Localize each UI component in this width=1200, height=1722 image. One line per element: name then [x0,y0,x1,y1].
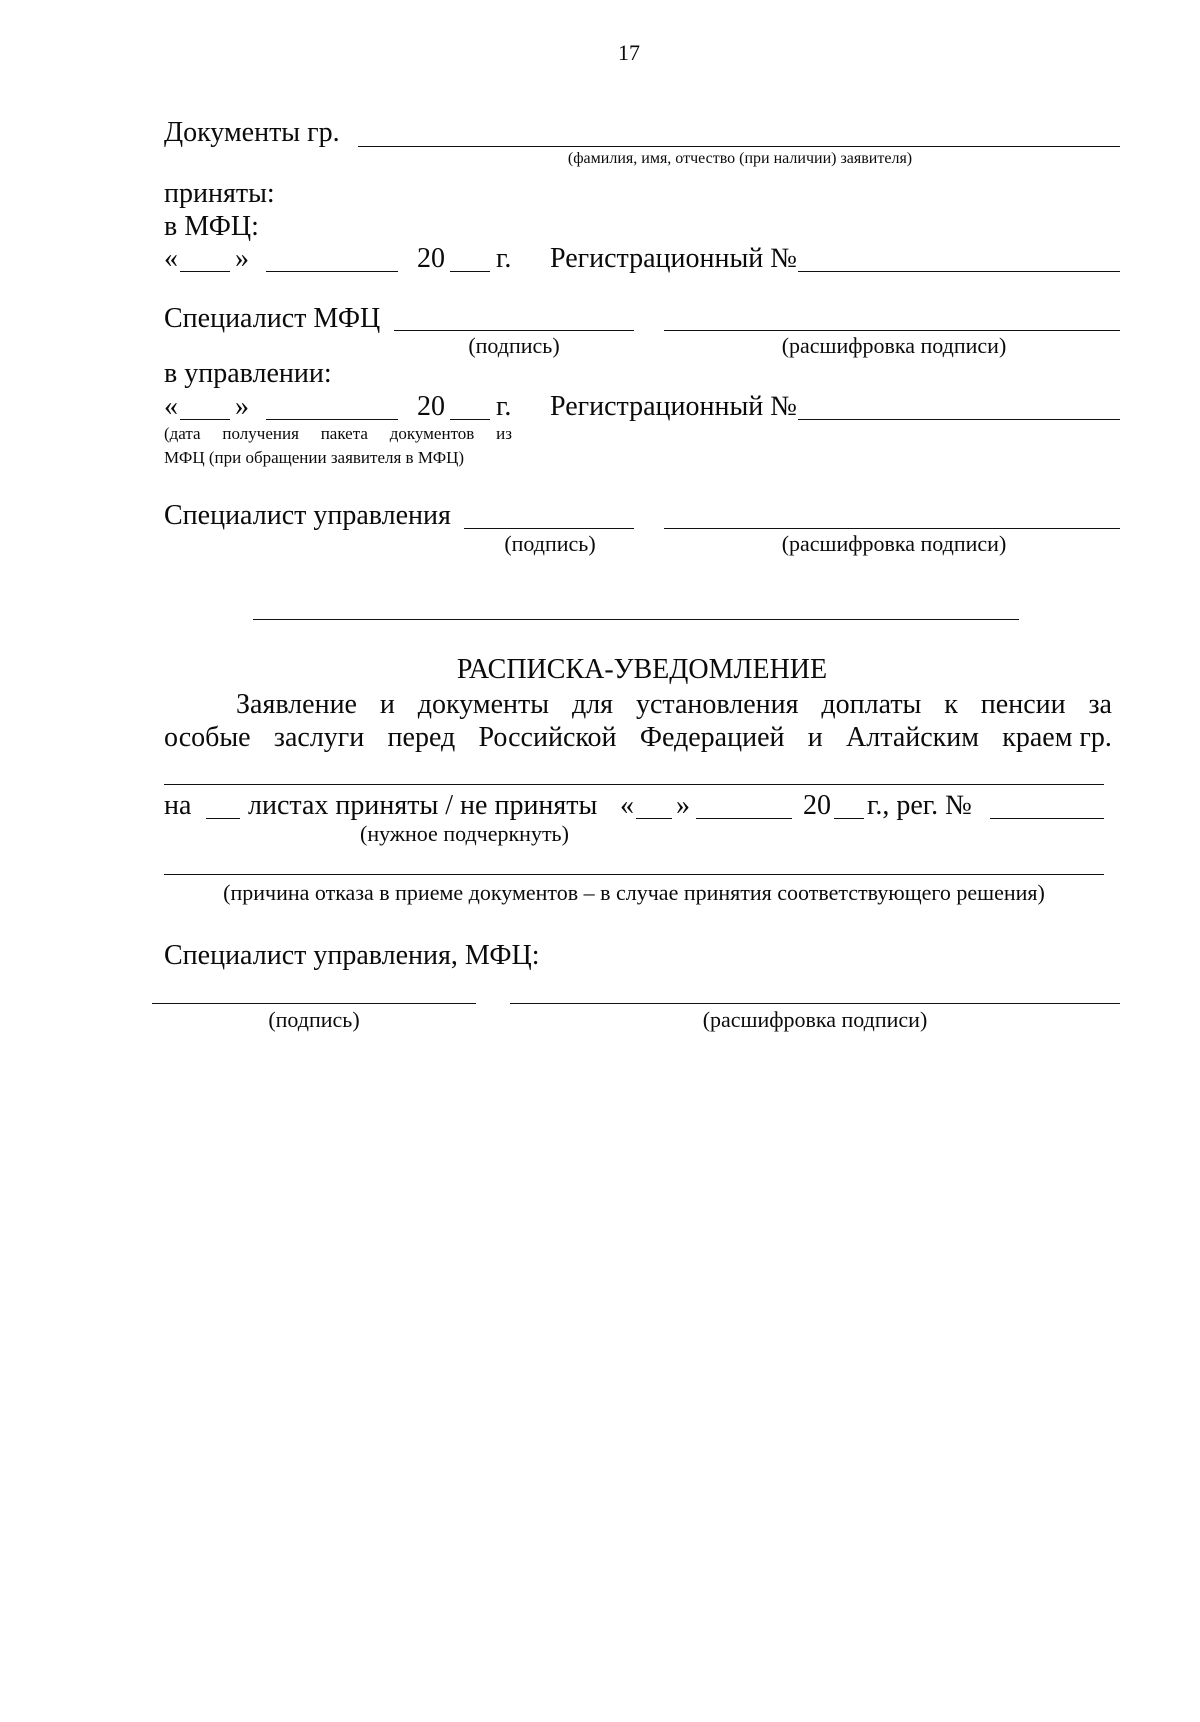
accepted-label: приняты: [164,178,275,209]
date-close-quote: » [235,243,249,274]
receipt-date-open-quote: « [620,790,634,821]
applicant-name-caption: (фамилия, имя, отчество (при наличии) заявителя) [567,150,913,167]
admin-month-field[interactable] [266,419,398,420]
receipt-day-field[interactable] [636,818,672,819]
receipt-title: РАСПИСКА-УВЕДОМЛЕНИЕ [456,654,828,685]
admin-signature-line[interactable] [464,528,634,529]
mfc-day-field[interactable] [180,271,230,272]
final-signature-decode-caption: (расшифровка подписи) [702,1007,928,1032]
in-mfc-label: в МФЦ: [164,211,259,242]
mfc-registration-label: Регистрационный № [550,243,797,274]
mfc-month-field[interactable] [266,271,398,272]
mfc-registration-field[interactable] [798,271,1120,272]
admin-date-close-quote: » [235,391,249,422]
admin-signature-decode-caption: (расшифровка подписи) [781,531,1007,556]
admin-registration-field[interactable] [798,419,1120,420]
in-administration-label: в управлении: [164,358,332,389]
admin-signature-decode-line[interactable] [664,528,1120,529]
final-signature-line[interactable] [152,1003,476,1004]
receipt-applicant-name-line[interactable] [164,784,1104,785]
mfc-year-field[interactable] [450,271,490,272]
receipt-year-field[interactable] [834,818,864,819]
admin-signature-caption: (подпись) [504,531,596,556]
receipt-date-close-quote: » [676,790,690,821]
package-date-note-line2: МФЦ (при обращении заявителя в МФЦ) [164,448,465,467]
admin-day-field[interactable] [180,419,230,420]
admin-specialist-label: Специалист управления [164,500,451,531]
sheets-prefix: на [164,790,192,821]
underline-needed-caption: (нужное подчеркнуть) [360,821,569,846]
date-open-quote: « [164,243,178,274]
receipt-reg-label: г., рег. № [867,790,972,821]
sheets-accepted-text: листах приняты / не приняты [248,790,598,821]
final-specialist-label: Специалист управления, МФЦ: [164,940,540,971]
admin-date-open-quote: « [164,391,178,422]
receipt-statement-line1: Заявление и документы для установления доплаты к пенсии за [236,689,1112,720]
receipt-statement-line2: особые заслуги перед Российской Федерацией и Алтайским краем гр. [164,722,1112,753]
mfc-year-prefix: 20 [417,243,445,274]
mfc-signature-line[interactable] [394,330,634,331]
refusal-reason-caption: (причина отказа в приеме документов – в случае принятия соответствующего решения) [223,880,1045,905]
admin-year-suffix: г. [496,391,512,422]
mfc-specialist-label: Специалист МФЦ [164,303,381,334]
mfc-signature-decode-line[interactable] [664,330,1120,331]
receipt-year-prefix: 20 [803,790,831,821]
sheets-count-field[interactable] [206,818,240,819]
receipt-month-field[interactable] [696,818,792,819]
applicant-name-line[interactable] [358,146,1120,147]
page-number: 17 [618,40,640,65]
section-separator [253,619,1019,620]
mfc-signature-decode-caption: (расшифровка подписи) [781,333,1007,358]
documents-citizen-label: Документы гр. [164,117,340,148]
package-date-note-line1: (дата получения пакета документов из [164,424,512,443]
final-signature-caption: (подпись) [268,1007,360,1032]
admin-year-field[interactable] [450,419,490,420]
final-signature-decode-line[interactable] [510,1003,1120,1004]
admin-year-prefix: 20 [417,391,445,422]
mfc-signature-caption: (подпись) [468,333,560,358]
admin-registration-label: Регистрационный № [550,391,797,422]
refusal-reason-line[interactable] [164,874,1104,875]
mfc-year-suffix: г. [496,243,512,274]
receipt-reg-field[interactable] [990,818,1104,819]
